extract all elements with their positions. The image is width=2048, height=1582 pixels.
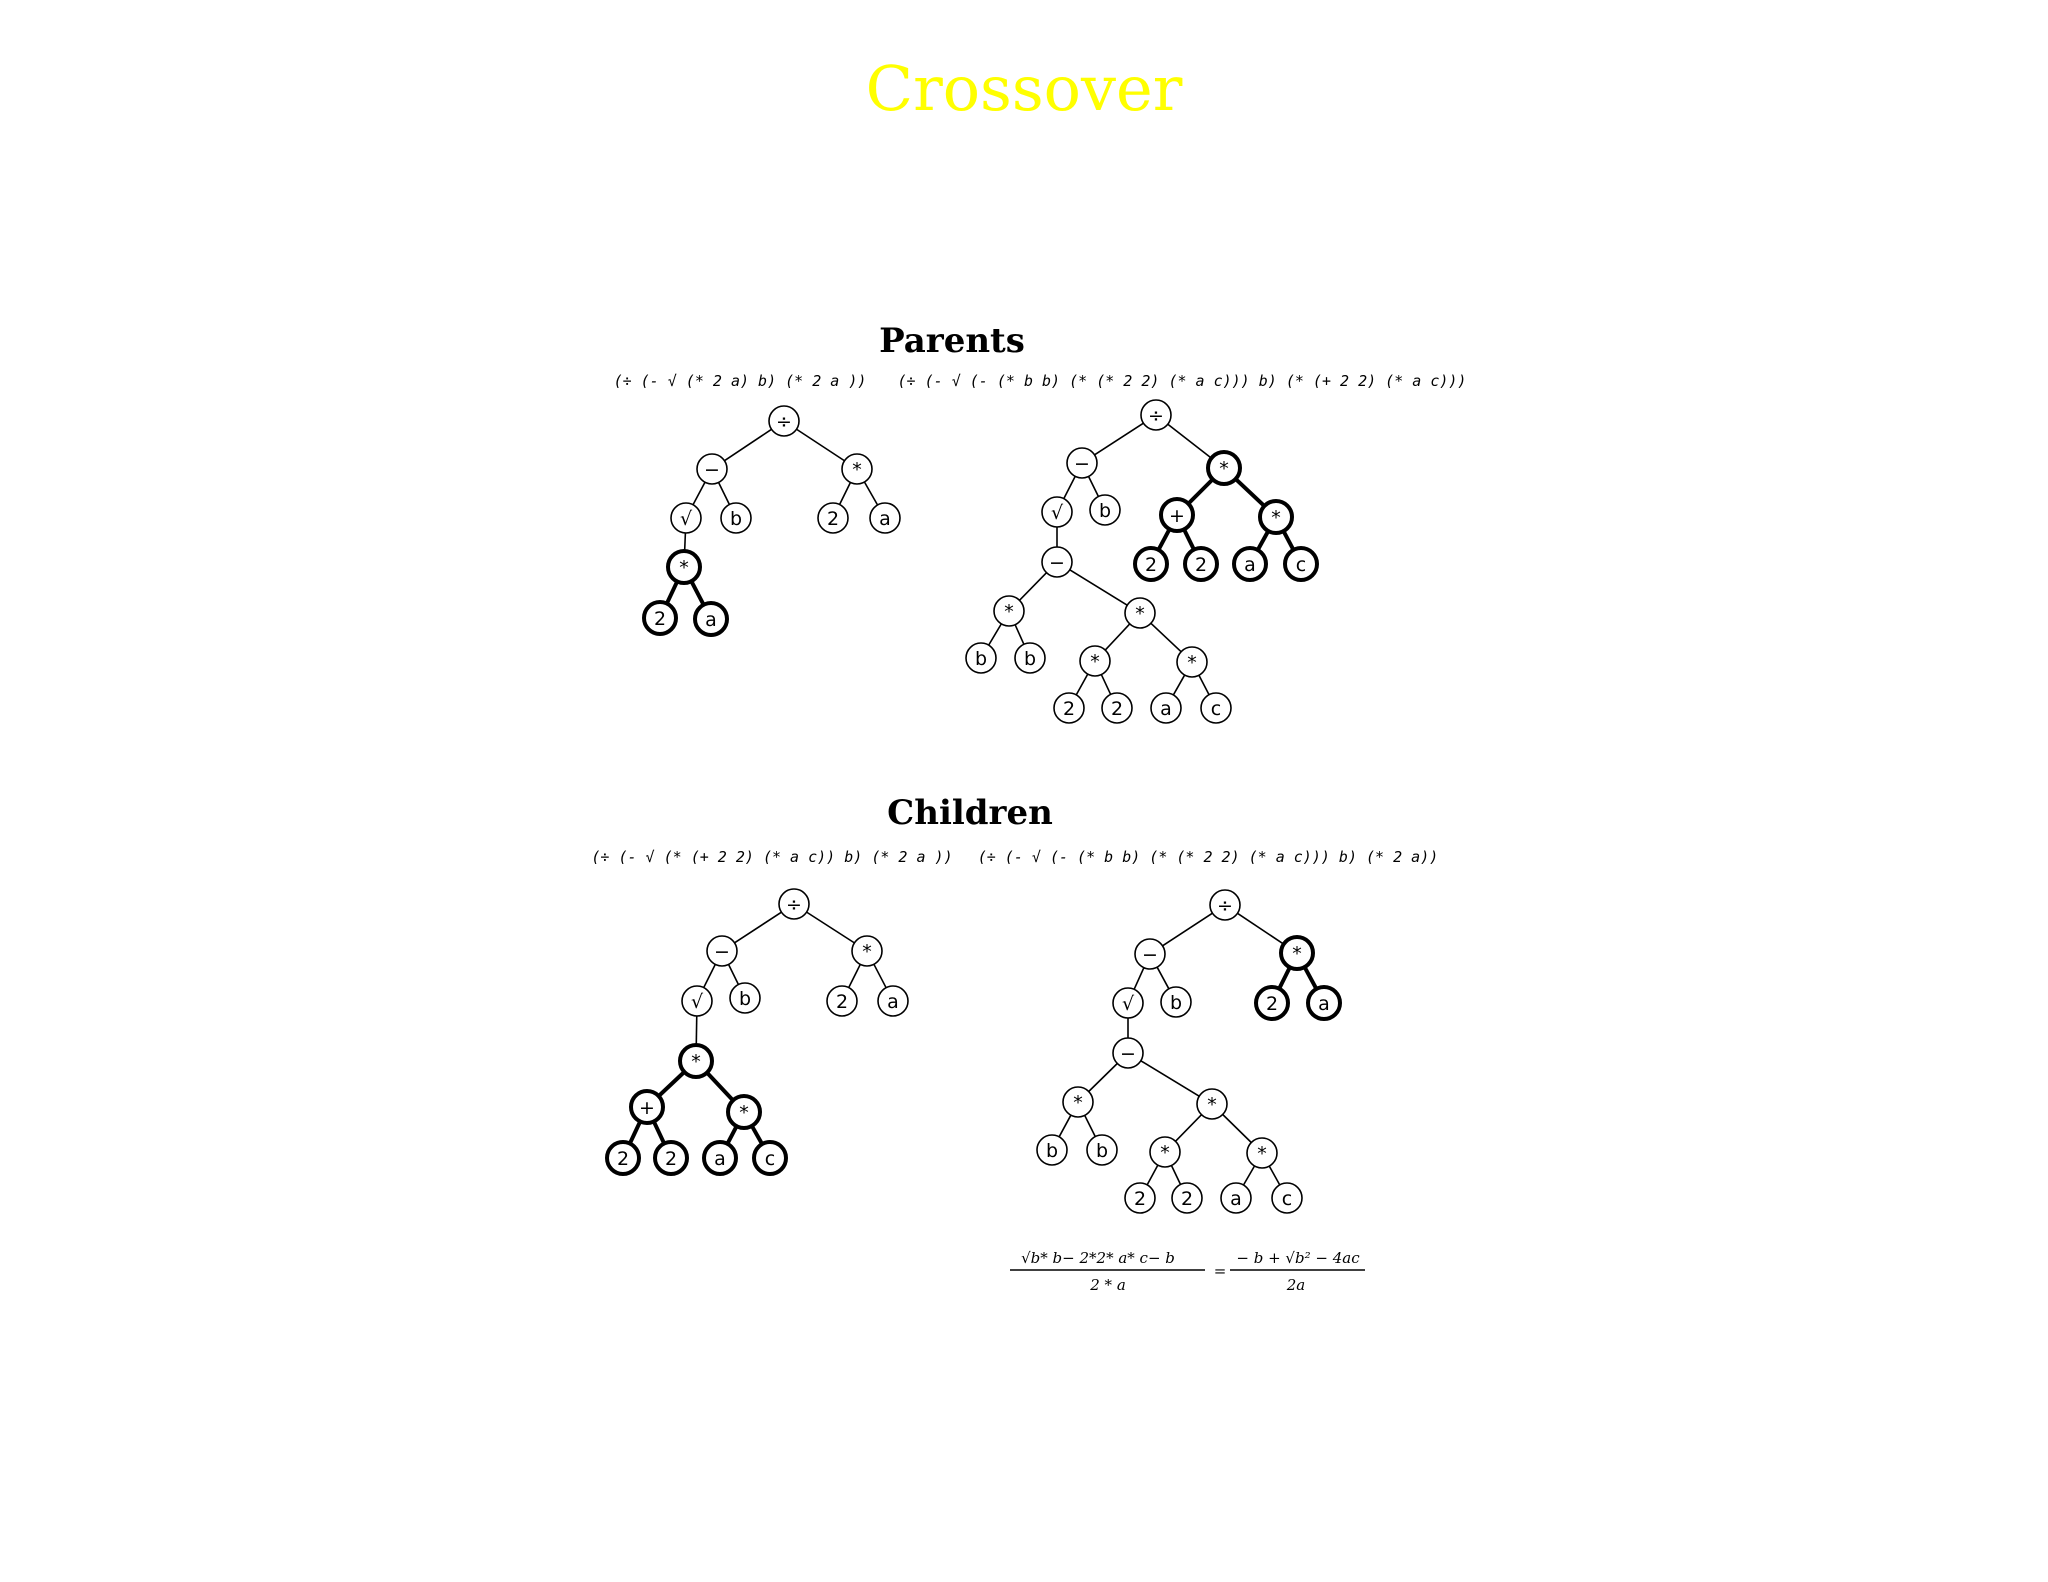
tree-node-label: * xyxy=(1004,601,1014,623)
tree-edge xyxy=(1147,1165,1158,1185)
tree-node xyxy=(779,889,809,919)
tree-node-label: * xyxy=(739,1102,749,1124)
tree-node-label: √ xyxy=(690,991,704,1013)
tree-node xyxy=(966,643,996,673)
tree-node xyxy=(1090,495,1120,525)
tree-edge xyxy=(1257,530,1268,551)
tree-node xyxy=(1087,1135,1117,1165)
tree-edge xyxy=(1105,624,1129,650)
tree-edge xyxy=(1015,625,1024,645)
tree-node xyxy=(1247,1138,1277,1168)
tree-edge xyxy=(1173,675,1184,695)
tree-edge xyxy=(1141,1061,1199,1096)
tree-node xyxy=(1125,1183,1155,1213)
tree-node xyxy=(721,503,751,533)
tree-edge xyxy=(1059,1115,1071,1137)
tree-edge xyxy=(691,580,704,605)
tree-edge xyxy=(1019,573,1046,601)
tree-node xyxy=(1185,548,1217,580)
tree-node xyxy=(878,986,908,1016)
tree-edge xyxy=(1244,1166,1255,1185)
tree-edge xyxy=(1279,966,1291,989)
tree-node-label: ÷ xyxy=(1148,405,1164,427)
tree-node xyxy=(1172,1183,1202,1213)
tree-node xyxy=(1221,1183,1251,1213)
tree-edge xyxy=(874,964,886,987)
tree-edge xyxy=(1157,967,1169,989)
tree-node-label: * xyxy=(1207,1094,1217,1116)
tree-node-label: * xyxy=(1271,507,1281,529)
tree-node xyxy=(1151,693,1181,723)
tree-node-label: − xyxy=(1074,453,1090,475)
tree-node-label: 2 xyxy=(1265,993,1279,1015)
tree-node xyxy=(1063,1087,1093,1117)
tree-edge xyxy=(658,1071,685,1096)
tree-edge xyxy=(1064,476,1075,498)
parent-right-expression: (÷ (- √ (- (* b b) (* (* 2 2) (* a c))) b) (* (+ 2 2) (* a c))) xyxy=(897,372,1467,390)
tree-node-label: 2 xyxy=(1110,698,1124,720)
tree-node-label: 2 xyxy=(664,1148,678,1170)
tree-node xyxy=(1113,1038,1143,1068)
tree-node-label: − xyxy=(714,941,730,963)
tree-node xyxy=(1102,693,1132,723)
parents-heading: Parents xyxy=(879,321,1025,361)
tree-edge xyxy=(840,482,851,504)
formula-rhs-denominator: 2a xyxy=(1286,1276,1306,1294)
tree-edge xyxy=(1237,913,1284,944)
tree-edge xyxy=(1089,1063,1118,1091)
tree-node-label: √ xyxy=(1050,502,1064,524)
tree-node-label: − xyxy=(1120,1043,1136,1065)
tree-node xyxy=(668,551,700,583)
tree-node xyxy=(1272,1183,1302,1213)
tree-edge xyxy=(629,1121,640,1145)
tree-node xyxy=(730,983,760,1013)
tree-node-label: √ xyxy=(1121,993,1135,1015)
tree-edge xyxy=(1163,913,1213,946)
tree-node xyxy=(1042,547,1072,577)
tree-node xyxy=(769,406,799,436)
tree-node-label: b xyxy=(1023,648,1037,670)
tree-node-label: 2 xyxy=(1062,698,1076,720)
quadratic-formula xyxy=(1010,1249,1365,1294)
tree-node xyxy=(644,602,676,634)
child-left-expression: (÷ (- √ (* (+ 2 2) (* a c)) b) (* 2 a )) xyxy=(591,848,953,866)
formula-rhs-numerator: − b + √b² − 4ac xyxy=(1236,1249,1360,1267)
tree-edge xyxy=(1199,675,1209,694)
tree-node-label: √ xyxy=(679,508,693,530)
tree-node xyxy=(707,936,737,966)
tree-node xyxy=(728,1096,760,1128)
tree-node xyxy=(818,503,848,533)
tree-edge xyxy=(751,1125,762,1145)
tree-node-label: ÷ xyxy=(776,411,792,433)
tree-node xyxy=(827,986,857,1016)
tree-node xyxy=(1135,548,1167,580)
tree-node xyxy=(1080,646,1110,676)
tree-node-label: 2 xyxy=(1180,1188,1194,1210)
child-right-tree xyxy=(1037,890,1340,1213)
tree-node xyxy=(852,936,882,966)
tree-node-label: a xyxy=(887,991,899,1013)
tree-node-label: c xyxy=(1210,698,1222,720)
tree-node-label: a xyxy=(1318,993,1330,1015)
child-left-tree xyxy=(607,889,908,1174)
tree-node-label: * xyxy=(1257,1143,1267,1165)
tree-node-label: * xyxy=(1160,1142,1170,1164)
tree-node xyxy=(655,1142,687,1174)
tree-node-label: b xyxy=(974,648,988,670)
tree-node xyxy=(1161,499,1193,531)
tree-node-label: a xyxy=(714,1148,726,1170)
tree-node xyxy=(1125,598,1155,628)
tree-node-label: b xyxy=(729,508,743,530)
tree-node-label: b xyxy=(1169,992,1183,1014)
tree-node xyxy=(1201,693,1231,723)
tree-node-label: a xyxy=(1160,698,1172,720)
tree-node-label: a xyxy=(705,609,717,631)
tree-node-label: − xyxy=(704,459,720,481)
tree-node-label: 2 xyxy=(826,508,840,530)
tree-edge xyxy=(1151,623,1181,651)
tree-node xyxy=(842,454,872,484)
tree-edge xyxy=(1188,479,1214,505)
tree-node xyxy=(631,1091,663,1123)
tree-node-label: a xyxy=(1244,554,1256,576)
tree-node xyxy=(695,603,727,635)
tree-edge xyxy=(719,482,730,504)
tree-node xyxy=(682,986,712,1016)
tree-node xyxy=(1285,548,1317,580)
tree-edge xyxy=(1158,528,1170,550)
tree-edge xyxy=(1283,530,1294,551)
tree-node-label: * xyxy=(691,1051,701,1073)
tree-node-label: 2 xyxy=(1144,554,1158,576)
tree-node-label: b xyxy=(738,988,752,1010)
tree-edge xyxy=(989,624,1002,645)
tree-node xyxy=(1260,501,1292,533)
tree-node xyxy=(704,1142,736,1174)
tree-edge xyxy=(797,429,845,461)
tree-node-label: c xyxy=(1281,1188,1293,1210)
tree-edge xyxy=(1235,478,1265,506)
formula-equals: = xyxy=(1213,1262,1227,1280)
tree-node xyxy=(697,454,727,484)
tree-edge xyxy=(1101,675,1110,695)
tree-edge xyxy=(849,964,861,987)
tree-node-label: a xyxy=(1230,1188,1242,1210)
tree-node-label: b xyxy=(1045,1140,1059,1162)
tree-node-label: − xyxy=(1049,552,1065,574)
tree-node-label: * xyxy=(1073,1092,1083,1114)
tree-edge xyxy=(735,912,782,943)
tree-node xyxy=(1256,987,1288,1019)
tree-edge xyxy=(1168,424,1212,459)
tree-node xyxy=(1281,937,1313,969)
tree-edge xyxy=(1085,1115,1096,1136)
tree-edge xyxy=(864,482,877,505)
tree-node-label: * xyxy=(1292,943,1302,965)
tree-edge xyxy=(706,1072,733,1101)
tree-edge xyxy=(727,1125,737,1144)
tree-node-label: + xyxy=(1169,505,1185,527)
tree-node-label: 2 xyxy=(616,1148,630,1170)
tree-node xyxy=(680,1045,712,1077)
child-right-expression: (÷ (- √ (- (* b b) (* (* 2 2) (* a c))) b) (* 2 a)) xyxy=(977,848,1439,866)
tree-node xyxy=(1141,400,1171,430)
tree-edge xyxy=(1184,528,1195,550)
page-title: Crossover xyxy=(865,52,1183,125)
tree-node xyxy=(870,503,900,533)
tree-node-label: * xyxy=(1090,651,1100,673)
tree-edge xyxy=(1134,968,1144,990)
tree-edge xyxy=(1070,570,1127,605)
formula-lhs-numerator: √b* b− 2*2* a* c− b xyxy=(1021,1249,1175,1267)
tree-edge xyxy=(1171,1166,1180,1185)
tree-edge xyxy=(653,1121,664,1145)
tree-edge xyxy=(704,964,716,987)
tree-node-label: 2 xyxy=(835,991,849,1013)
tree-edge xyxy=(1175,1115,1201,1142)
tree-node-label: a xyxy=(879,508,891,530)
tree-node-label: ÷ xyxy=(786,894,802,916)
tree-node-label: * xyxy=(852,459,862,481)
tree-node xyxy=(1054,693,1084,723)
tree-edge xyxy=(696,1016,697,1046)
tree-edge xyxy=(1095,423,1144,455)
tree-node xyxy=(1113,988,1143,1018)
tree-node-label: 2 xyxy=(653,608,667,630)
tree-node xyxy=(1037,1135,1067,1165)
tree-node-label: * xyxy=(1135,603,1145,625)
tree-node-label: * xyxy=(679,557,689,579)
tree-node xyxy=(607,1142,639,1174)
tree-node xyxy=(1150,1137,1180,1167)
tree-node xyxy=(1197,1089,1227,1119)
tree-node xyxy=(1135,939,1165,969)
tree-edge xyxy=(807,912,855,943)
tree-edge xyxy=(1076,674,1087,695)
tree-node xyxy=(671,503,701,533)
tree-edge xyxy=(724,429,771,460)
tree-edge xyxy=(1304,966,1317,990)
tree-node-label: b xyxy=(1095,1140,1109,1162)
tree-node xyxy=(1308,987,1340,1019)
parent-left-tree xyxy=(644,406,900,635)
tree-edge xyxy=(693,482,705,504)
tree-node-label: + xyxy=(639,1097,655,1119)
tree-node-label: 2 xyxy=(1133,1188,1147,1210)
tree-edge xyxy=(1269,1166,1279,1185)
tree-node xyxy=(1208,452,1240,484)
tree-node xyxy=(994,596,1024,626)
parent-left-expression: (÷ (- √ (* 2 a) b) (* 2 a )) xyxy=(613,372,867,390)
tree-edge xyxy=(729,964,739,984)
tree-edge xyxy=(1223,1114,1252,1142)
tree-node-label: c xyxy=(1295,554,1307,576)
tree-node-label: * xyxy=(862,941,872,963)
tree-node-label: b xyxy=(1098,500,1112,522)
parent-right-tree xyxy=(966,400,1317,723)
tree-node-label: * xyxy=(1187,652,1197,674)
tree-node xyxy=(1177,647,1207,677)
tree-node xyxy=(1015,643,1045,673)
tree-node-label: ÷ xyxy=(1217,895,1233,917)
tree-node-label: * xyxy=(1219,458,1229,480)
tree-node-label: 2 xyxy=(1194,554,1208,576)
tree-node xyxy=(1234,548,1266,580)
tree-node xyxy=(1161,987,1191,1017)
tree-node xyxy=(1067,448,1097,478)
tree-node xyxy=(1210,890,1240,920)
tree-node xyxy=(1042,497,1072,527)
tree-edge xyxy=(666,581,677,605)
children-heading: Children xyxy=(887,793,1053,833)
tree-node-label: − xyxy=(1142,944,1158,966)
tree-edge xyxy=(1089,476,1099,496)
formula-lhs-denominator: 2 * a xyxy=(1090,1276,1126,1294)
tree-node-label: c xyxy=(764,1148,776,1170)
tree-node xyxy=(754,1142,786,1174)
